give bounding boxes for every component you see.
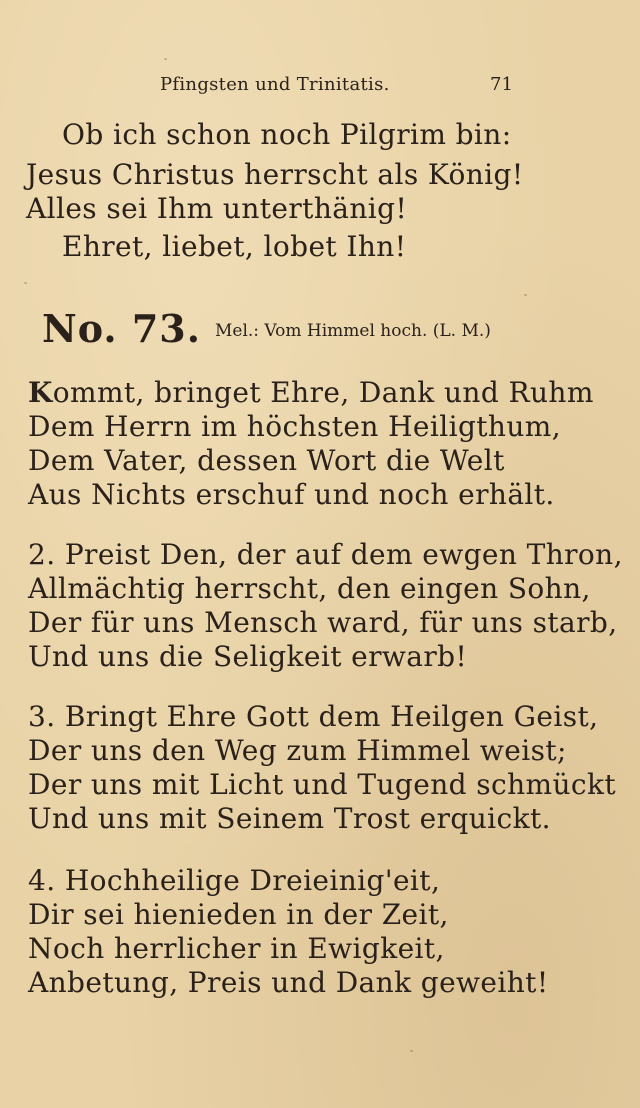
running-title: Pfingsten und Trinitatis. <box>160 74 390 95</box>
stanza-3-line-1: 3. Bringt Ehre Gott dem Heilgen Geist, <box>28 700 599 733</box>
page-number: 71 <box>490 74 513 95</box>
stanza-1-line-4: Aus Nichts erschuf und noch erhält. <box>28 478 555 511</box>
stanza-3-line-2: Der uns den Weg zum Himmel weist; <box>28 734 567 767</box>
melody-note: Mel.: Vom Himmel hoch. (L. M.) <box>214 321 491 341</box>
stanza-3-line-4: Und uns mit Seinem Trost erquickt. <box>28 802 551 835</box>
stanza-2-line-3: Der für uns Mensch ward, für uns starb, <box>28 606 618 639</box>
stanza-2-line-4: Und uns die Seligkeit erwarb! <box>28 640 468 673</box>
stanza-2-line-2: Allmächtig herrscht, den eingen Sohn, <box>28 572 591 605</box>
paper-speck <box>524 294 527 296</box>
paper-speck <box>164 58 167 60</box>
prev-hymn-line-4: Ehret, liebet, lobet Ihn! <box>62 230 407 263</box>
paper-speck <box>24 282 27 284</box>
stanza-3-line-3: Der uns mit Licht und Tugend schmückt <box>28 768 617 801</box>
stanza-4-line-2: Dir sei hienieden in der Zeit, <box>28 898 449 931</box>
running-head <box>0 74 640 100</box>
stanza-1-line-2: Dem Herrn im höchsten Heiligthum, <box>28 410 562 443</box>
stanza-4-line-1: 4. Hochheilige Dreieinig'eit, <box>28 864 441 897</box>
stanza-1-line-1-text: ommt, bringet Ehre, Dank und Ruhm <box>52 376 594 409</box>
hymn-heading <box>42 306 491 351</box>
paper-speck <box>410 1050 413 1052</box>
prev-hymn-line-3: Alles sei Ihm unterthänig! <box>26 192 408 225</box>
stanza-1-line-1 <box>28 376 594 410</box>
prev-hymn-line-2: Jesus Christus herrscht als König! <box>26 158 524 191</box>
stanza-1-line-3: Dem Vater, dessen Wort die Welt <box>28 444 505 477</box>
drop-cap: K <box>28 376 53 409</box>
hymn-number: No. 73. <box>42 306 201 351</box>
stanza-4-line-4: Anbetung, Preis und Dank geweiht! <box>28 966 549 999</box>
prev-hymn-line-1: Ob ich schon noch Pilgrim bin: <box>62 118 512 151</box>
stanza-4-line-3: Noch herrlicher in Ewigkeit, <box>28 932 445 965</box>
stanza-2-line-1: 2. Preist Den, der auf dem ewgen Thron, <box>28 538 623 571</box>
